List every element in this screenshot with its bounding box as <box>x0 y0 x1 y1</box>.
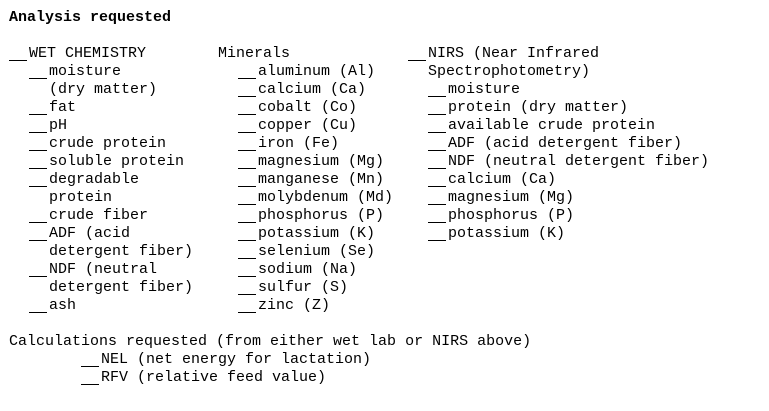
list-item-label: calcium (Ca) <box>258 81 367 98</box>
page-title: Analysis requested <box>9 9 172 26</box>
list-item[interactable] <box>218 189 393 207</box>
list-item-label: iron (Fe) <box>258 135 340 152</box>
list-item[interactable] <box>218 99 393 117</box>
list-item[interactable] <box>218 207 393 225</box>
list-item-label: ADF (acid <box>49 225 131 242</box>
list-item-label: aluminum (Al) <box>258 63 376 80</box>
list-item-label: NDF (neutral detergent fiber) <box>448 153 710 170</box>
list-item[interactable] <box>218 243 393 261</box>
checkbox-blank[interactable] <box>408 45 426 61</box>
checkbox-blank[interactable] <box>238 225 256 241</box>
list-item[interactable] <box>408 153 709 171</box>
checkbox-blank[interactable] <box>428 171 446 187</box>
list-item-label: NDF (neutral <box>49 261 158 278</box>
list-item[interactable] <box>218 135 393 153</box>
nirs-column <box>408 45 709 243</box>
list-item-label: molybdenum (Md) <box>258 189 394 206</box>
list-item[interactable] <box>9 261 193 279</box>
list-item-label: (dry matter) <box>49 81 158 98</box>
minerals-column <box>218 45 393 315</box>
list-item[interactable] <box>218 171 393 189</box>
list-item[interactable] <box>218 279 393 297</box>
checkbox-blank[interactable] <box>29 153 47 169</box>
list-item[interactable] <box>218 225 393 243</box>
list-item[interactable] <box>408 81 709 99</box>
list-item[interactable] <box>408 225 709 243</box>
list-item-label: pH <box>49 117 68 134</box>
list-item-label: protein <box>49 189 113 206</box>
list-item[interactable] <box>9 351 531 369</box>
checkbox-blank[interactable] <box>29 261 47 277</box>
calculations-header: Calculations requested (from either wet lab or NIRS above) <box>9 333 532 350</box>
list-item-label: soluble protein <box>49 153 185 170</box>
list-item[interactable] <box>9 135 193 153</box>
checkbox-blank[interactable] <box>428 153 446 169</box>
list-item-label: ADF (acid detergent fiber) <box>448 135 683 152</box>
checkbox-blank[interactable] <box>238 243 256 259</box>
wet-chemistry-list <box>9 63 193 315</box>
list-item-label: zinc (Z) <box>258 297 331 314</box>
list-item[interactable] <box>408 171 709 189</box>
checkbox-blank[interactable] <box>428 225 446 241</box>
list-item[interactable] <box>218 153 393 171</box>
checkbox-blank[interactable] <box>81 351 99 367</box>
checkbox-blank[interactable] <box>238 135 256 151</box>
checkbox-blank[interactable] <box>428 81 446 97</box>
nirs-header-continuation: Spectrophotometry) <box>428 63 591 80</box>
list-item[interactable] <box>218 63 393 81</box>
checkbox-blank[interactable] <box>29 171 47 187</box>
checkbox-blank[interactable] <box>29 225 47 241</box>
list-item-continuation <box>9 81 193 99</box>
list-item-label: phosphorus (P) <box>448 207 575 224</box>
list-item-label: magnesium (Mg) <box>258 153 385 170</box>
list-item-continuation <box>9 189 193 207</box>
list-item-label: potassium (K) <box>448 225 566 242</box>
list-item-label: copper (Cu) <box>258 117 358 134</box>
list-item[interactable] <box>218 297 393 315</box>
calculations-list <box>9 351 531 387</box>
checkbox-blank[interactable] <box>238 261 256 277</box>
list-item-label: crude protein <box>49 135 167 152</box>
checkbox-blank[interactable] <box>238 207 256 223</box>
wet-chemistry-column <box>9 45 193 315</box>
list-item[interactable] <box>408 189 709 207</box>
list-item[interactable] <box>408 207 709 225</box>
checkbox-blank[interactable] <box>238 189 256 205</box>
list-item[interactable] <box>9 225 193 243</box>
checkbox-blank[interactable] <box>9 45 27 61</box>
list-item[interactable] <box>9 297 193 315</box>
checkbox-blank[interactable] <box>238 153 256 169</box>
list-item[interactable] <box>9 63 193 81</box>
checkbox-blank[interactable] <box>428 135 446 151</box>
checkbox-blank[interactable] <box>238 81 256 97</box>
list-item-label: moisture <box>448 81 521 98</box>
list-item-label: cobalt (Co) <box>258 99 358 116</box>
list-item[interactable] <box>9 369 531 387</box>
list-item-label: available crude protein <box>448 117 656 134</box>
minerals-list <box>218 63 393 315</box>
list-item[interactable] <box>408 117 709 135</box>
list-item-label: selenium (Se) <box>258 243 376 260</box>
checkbox-blank[interactable] <box>238 297 256 313</box>
checkbox-blank[interactable] <box>29 297 47 313</box>
list-item-label: crude fiber <box>49 207 149 224</box>
checkbox-blank[interactable] <box>238 63 256 79</box>
calculations-section <box>9 333 531 387</box>
list-item-label: RFV (relative feed value) <box>101 369 327 386</box>
checkbox-blank[interactable] <box>428 207 446 223</box>
list-item-continuation <box>9 243 193 261</box>
list-item-label: protein (dry matter) <box>448 99 629 116</box>
checkbox-blank[interactable] <box>238 117 256 133</box>
list-item-label: phosphorus (P) <box>258 207 385 224</box>
list-item-continuation <box>9 279 193 297</box>
list-item-label: sodium (Na) <box>258 261 358 278</box>
checkbox-blank[interactable] <box>428 99 446 115</box>
nirs-header[interactable]: NIRS (Near Infrared <box>408 45 709 63</box>
nirs-list <box>408 81 709 243</box>
list-item-label: potassium (K) <box>258 225 376 242</box>
list-item[interactable] <box>9 171 193 189</box>
checkbox-blank[interactable] <box>238 279 256 295</box>
checkbox-blank[interactable] <box>29 63 47 79</box>
list-item-label: calcium (Ca) <box>448 171 557 188</box>
checkbox-blank[interactable] <box>238 99 256 115</box>
wet-chemistry-header[interactable]: WET CHEMISTRY <box>9 45 193 63</box>
checkbox-blank[interactable] <box>428 117 446 133</box>
list-item[interactable] <box>9 117 193 135</box>
list-item[interactable] <box>9 153 193 171</box>
minerals-header: Minerals <box>218 45 291 62</box>
list-item[interactable] <box>9 99 193 117</box>
list-item-label: ash <box>49 297 77 314</box>
list-item-label: magnesium (Mg) <box>448 189 575 206</box>
list-item-label: detergent fiber) <box>49 243 194 260</box>
list-item-label: sulfur (S) <box>258 279 349 296</box>
list-item-label: NEL (net energy for lactation) <box>101 351 372 368</box>
checkbox-blank[interactable] <box>29 117 47 133</box>
list-item[interactable] <box>9 207 193 225</box>
checkbox-blank[interactable] <box>29 99 47 115</box>
list-item[interactable] <box>408 135 709 153</box>
checkbox-blank[interactable] <box>238 171 256 187</box>
checkbox-blank[interactable] <box>428 189 446 205</box>
list-item[interactable] <box>218 117 393 135</box>
list-item-label: moisture <box>49 63 122 80</box>
list-item-label: manganese (Mn) <box>258 171 385 188</box>
list-item[interactable] <box>408 99 709 117</box>
list-item-label: detergent fiber) <box>49 279 194 296</box>
list-item[interactable] <box>218 261 393 279</box>
checkbox-blank[interactable] <box>29 135 47 151</box>
checkbox-blank[interactable] <box>29 207 47 223</box>
list-item-label: degradable <box>49 171 140 188</box>
list-item[interactable] <box>218 81 393 99</box>
checkbox-blank[interactable] <box>81 369 99 385</box>
list-item-label: fat <box>49 99 77 116</box>
